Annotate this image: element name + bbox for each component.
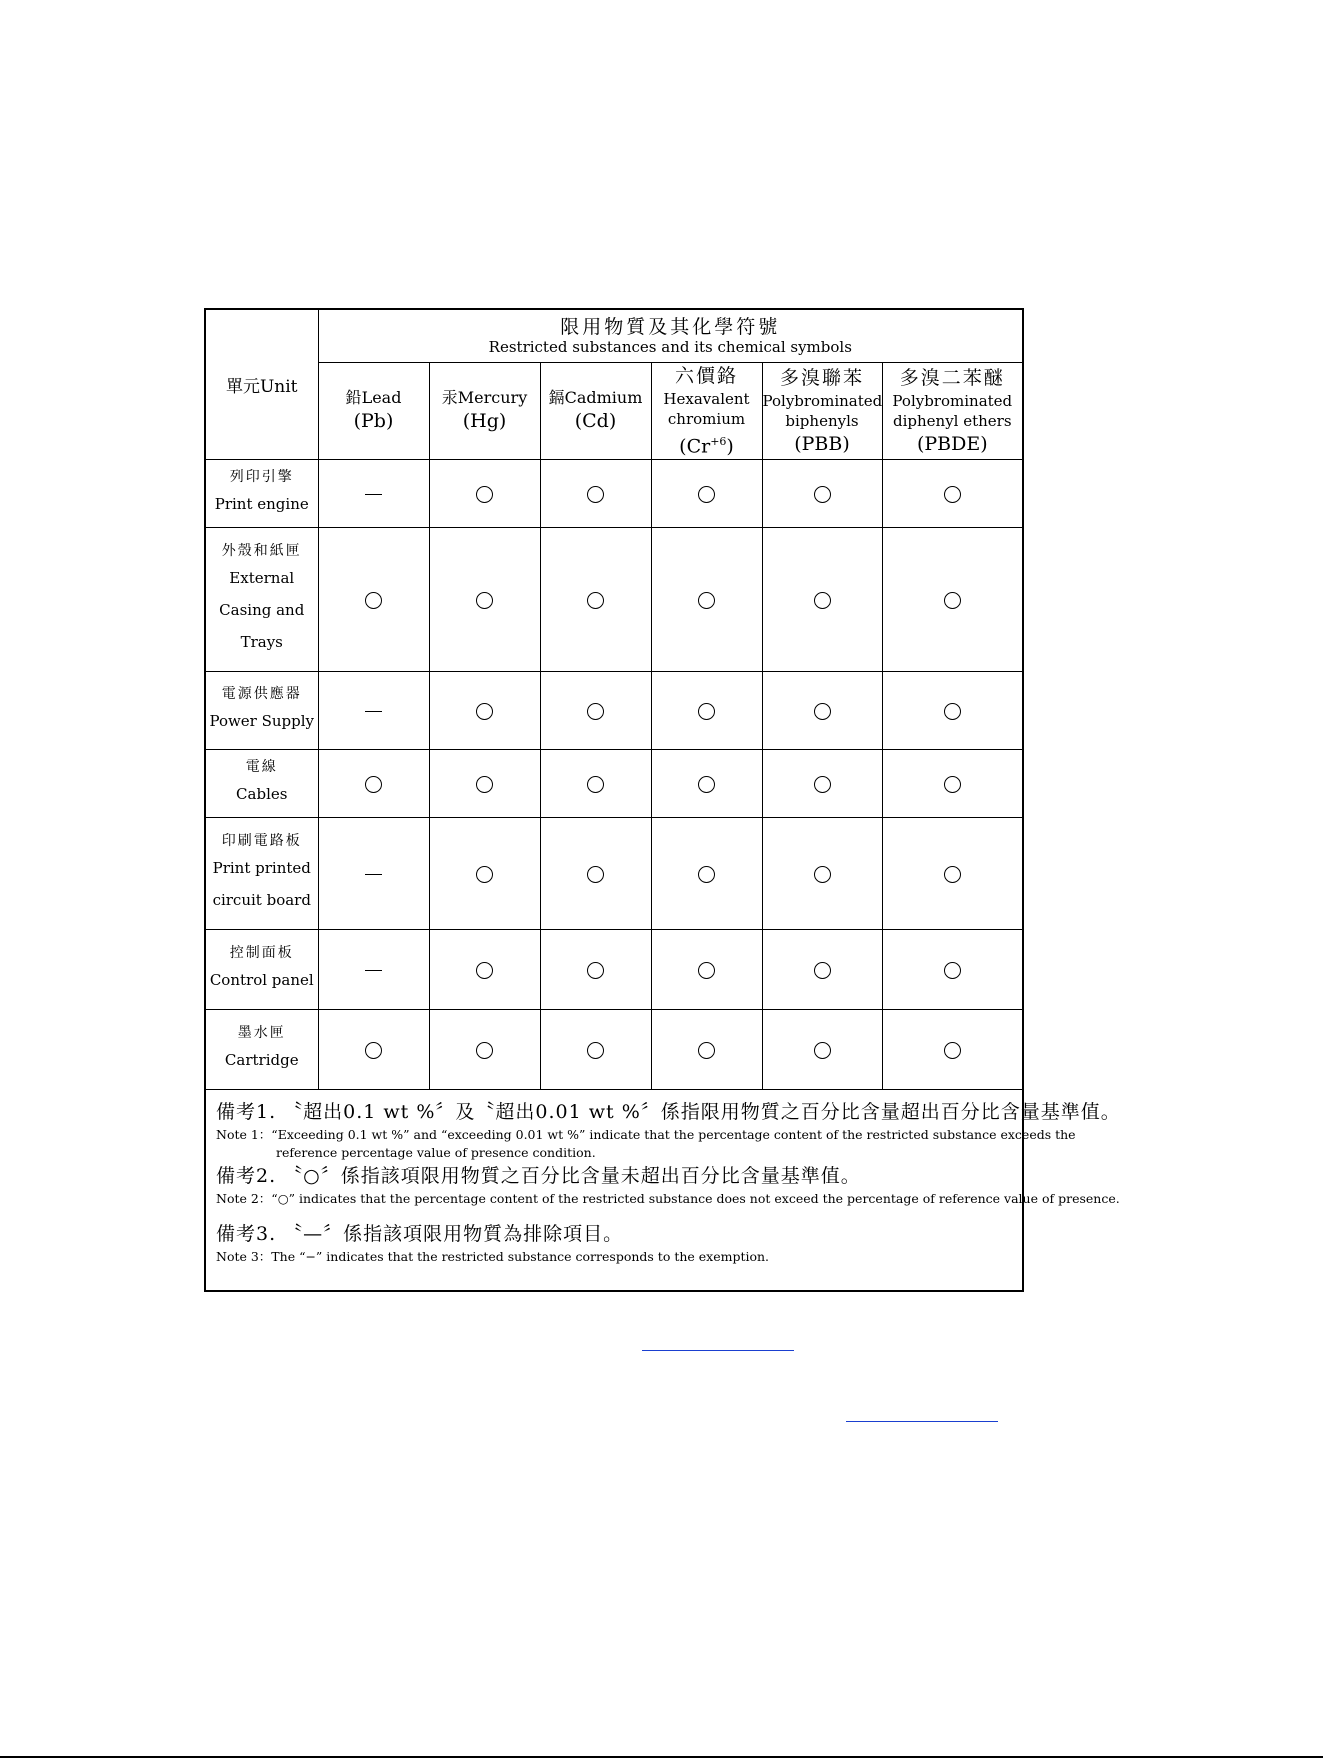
substance-columns-row: [206, 362, 1022, 459]
col-pbb-en1: Polybrominated: [762, 391, 883, 410]
unit-name-zh: 電線: [245, 759, 278, 776]
circle-mark-icon: [365, 1042, 382, 1059]
mark-cell: [540, 1009, 651, 1089]
circle-mark-icon: [476, 486, 493, 503]
circle-mark-icon: [698, 592, 715, 609]
circle-mark-icon: [476, 866, 493, 883]
note1-zh: 備考1. 〝超出0.1 wt %〞及〝超出0.01 wt %〞係指限用物質之百分比含量超出百分比含量基準值。: [216, 1101, 1121, 1123]
circle-mark-icon: [944, 486, 961, 503]
circle-mark-icon: [814, 1042, 831, 1059]
circle-mark-icon: [587, 962, 604, 979]
circle-mark-icon: [814, 592, 831, 609]
circle-mark-icon: [365, 776, 382, 793]
unit-name-en: External: [229, 569, 295, 588]
unit-name-en: Print engine: [214, 495, 309, 514]
circle-mark-icon: [587, 592, 604, 609]
note3-en: Note 3：The “−” indicates that the restricted substance corresponds to the exemption.: [216, 1249, 770, 1264]
circle-mark-icon: [944, 962, 961, 979]
col-pbb-symbol: (PBB): [794, 432, 850, 455]
mark-cell: [429, 459, 540, 527]
circle-mark-icon: [476, 776, 493, 793]
unit-name-en: Cables: [236, 785, 288, 804]
unit-cell: [206, 671, 318, 749]
mark-cell: [882, 929, 1022, 1009]
circle-mark-icon: [944, 592, 961, 609]
col-pbb: [762, 362, 882, 459]
unit-cell: [206, 817, 318, 929]
circle-mark-icon: [587, 703, 604, 720]
col-lead-zh: 鉛: [345, 387, 362, 407]
table-row: [206, 1009, 1022, 1089]
circle-mark-icon: [944, 703, 961, 720]
unit-name-zh: 控制面板: [229, 945, 294, 962]
col-mercury-symbol: (Hg): [462, 409, 507, 432]
mark-cell: [318, 671, 429, 749]
mark-cell: [429, 1009, 540, 1089]
dash-mark-icon: [365, 494, 382, 495]
col-chromium-zh: 六價鉻: [674, 364, 738, 387]
mark-cell: [762, 749, 882, 817]
unit-name-en: circuit board: [212, 891, 311, 910]
mark-cell: [318, 749, 429, 817]
unit-name-zh: 墨水匣: [237, 1025, 286, 1042]
col-pbde-en1: Polybrominated: [892, 391, 1013, 410]
col-chromium-symbol-sup: +6: [710, 434, 727, 448]
circle-mark-icon: [814, 866, 831, 883]
mark-cell: [429, 749, 540, 817]
table-row: [206, 817, 1022, 929]
mark-cell: [429, 671, 540, 749]
mark-cell: [882, 1009, 1022, 1089]
unit-cell: [206, 527, 318, 671]
dash-mark-icon: [365, 874, 382, 875]
circle-mark-icon: [814, 776, 831, 793]
circle-mark-icon: [587, 776, 604, 793]
unit-header-cell: [206, 310, 318, 459]
note1-en-cont: reference percentage value of presence condition.: [276, 1145, 596, 1160]
mark-cell: [429, 817, 540, 929]
mark-cell: [318, 527, 429, 671]
unit-name-en: Trays: [240, 633, 283, 652]
mark-cell: [882, 671, 1022, 749]
mark-cell: [318, 459, 429, 527]
unit-name-zh: 外殼和紙匣: [221, 543, 302, 560]
col-lead: [318, 362, 429, 459]
unit-label: 單元Unit: [225, 376, 298, 397]
col-hexavalent-chromium: [651, 362, 762, 459]
circle-mark-icon: [476, 962, 493, 979]
col-pbde-symbol: (PBDE): [916, 432, 988, 455]
mark-cell: [762, 459, 882, 527]
unit-name-en: Control panel: [209, 971, 314, 990]
mark-cell: [540, 749, 651, 817]
circle-mark-icon: [698, 866, 715, 883]
mark-cell: [651, 671, 762, 749]
unit-name-en: Cartridge: [224, 1051, 299, 1070]
col-mercury-en: Mercury: [457, 387, 528, 407]
mark-cell: [651, 817, 762, 929]
col-lead-symbol: (Pb): [353, 409, 394, 432]
circle-mark-icon: [587, 1042, 604, 1059]
circle-mark-icon: [476, 1042, 493, 1059]
col-chromium-en1: Hexavalent: [663, 389, 750, 408]
note2-en: Note 2：“○” indicates that the percentage content of the restricted substance does not exceed the percentage of reference value of presence.: [216, 1191, 1120, 1206]
rohs-declaration-frame: [204, 308, 1121, 1292]
mark-cell: [540, 459, 651, 527]
unit-name-zh: 列印引擎: [229, 469, 294, 486]
mark-cell: [762, 527, 882, 671]
note2-zh: 備考2. 〝○〞係指該項限用物質之百分比含量未超出百分比含量基準值。: [216, 1165, 861, 1187]
mark-cell: [540, 817, 651, 929]
restricted-substances-table: [206, 310, 1022, 1090]
unit-cell: [206, 749, 318, 817]
mark-cell: [762, 929, 882, 1009]
unit-name-zh: 電源供應器: [221, 686, 302, 703]
table-body: [206, 459, 1022, 1089]
col-chromium-en2: chromium: [667, 409, 746, 428]
circle-mark-icon: [587, 866, 604, 883]
mark-cell: [540, 929, 651, 1009]
col-cadmium-symbol: (Cd): [574, 409, 617, 432]
mark-cell: [429, 929, 540, 1009]
col-chromium-symbol: [652, 429, 762, 459]
mark-cell: [762, 1009, 882, 1089]
circle-mark-icon: [698, 486, 715, 503]
circle-mark-icon: [587, 486, 604, 503]
col-pbde-zh: 多溴二苯醚: [899, 366, 1005, 389]
col-cadmium: [540, 362, 651, 459]
mark-cell: [882, 749, 1022, 817]
mark-cell: [651, 929, 762, 1009]
col-cadmium-zh: 鎘: [548, 387, 565, 407]
circle-mark-icon: [944, 1042, 961, 1059]
table-title-en: Restricted substances and its chemical symbols: [488, 337, 852, 356]
col-mercury: [429, 362, 540, 459]
mark-cell: [651, 749, 762, 817]
mark-cell: [882, 817, 1022, 929]
hyperlink-underline-1[interactable]: [642, 1350, 794, 1351]
col-pbb-zh: 多溴聯苯: [779, 366, 864, 389]
table-row: [206, 459, 1022, 527]
substances-header-cell: [318, 310, 1022, 362]
mark-cell: [762, 671, 882, 749]
mark-cell: [651, 459, 762, 527]
unit-name-en: Power Supply: [209, 712, 315, 731]
circle-mark-icon: [698, 776, 715, 793]
circle-mark-icon: [476, 592, 493, 609]
dash-mark-icon: [365, 711, 382, 712]
col-chromium-symbol-main: (Cr: [679, 434, 711, 457]
mark-cell: [651, 527, 762, 671]
unit-cell: [206, 929, 318, 1009]
mark-cell: [762, 817, 882, 929]
circle-mark-icon: [698, 703, 715, 720]
mark-cell: [882, 459, 1022, 527]
table-row: [206, 749, 1022, 817]
unit-cell: [206, 459, 318, 527]
page-bottom-rule: [0, 1756, 1323, 1758]
table-title-zh: 限用物質及其化學符號: [560, 315, 781, 338]
circle-mark-icon: [365, 592, 382, 609]
col-pbde: [882, 362, 1022, 459]
note3-zh: 備考3. 〝—〞係指該項限用物質為排除項目。: [216, 1223, 624, 1245]
mark-cell: [540, 527, 651, 671]
col-lead-en: Lead: [361, 387, 402, 407]
unit-name-zh: 印刷電路板: [221, 833, 302, 850]
mark-cell: [882, 527, 1022, 671]
unit-cell: [206, 1009, 318, 1089]
col-pbde-en2: diphenyl ethers: [893, 411, 1012, 430]
dash-mark-icon: [365, 970, 382, 971]
unit-name-en: Casing and: [219, 601, 305, 620]
table-row: [206, 527, 1022, 671]
mark-cell: [318, 817, 429, 929]
col-mercury-zh: 汞: [441, 387, 458, 407]
circle-mark-icon: [814, 703, 831, 720]
circle-mark-icon: [698, 1042, 715, 1059]
table-row: [206, 671, 1022, 749]
col-chromium-symbol-end: ): [726, 434, 734, 457]
mark-cell: [318, 1009, 429, 1089]
circle-mark-icon: [476, 703, 493, 720]
note1-en: Note 1：“Exceeding 0.1 wt %” and “exceeding 0.01 wt %” indicate that the percentage content of the restricted substance exceeds the: [216, 1127, 1076, 1142]
circle-mark-icon: [814, 962, 831, 979]
table-row: [206, 929, 1022, 1009]
notes-section: [216, 1098, 1121, 1266]
col-cadmium-en: Cadmium: [564, 387, 643, 407]
mark-cell: [651, 1009, 762, 1089]
circle-mark-icon: [944, 866, 961, 883]
hyperlink-underline-2[interactable]: [846, 1421, 998, 1422]
circle-mark-icon: [698, 962, 715, 979]
mark-cell: [540, 671, 651, 749]
circle-mark-icon: [814, 486, 831, 503]
mark-cell: [429, 527, 540, 671]
circle-mark-icon: [944, 776, 961, 793]
mark-cell: [318, 929, 429, 1009]
col-pbb-en2: biphenyls: [785, 411, 859, 430]
unit-name-en: Print printed: [212, 859, 311, 878]
